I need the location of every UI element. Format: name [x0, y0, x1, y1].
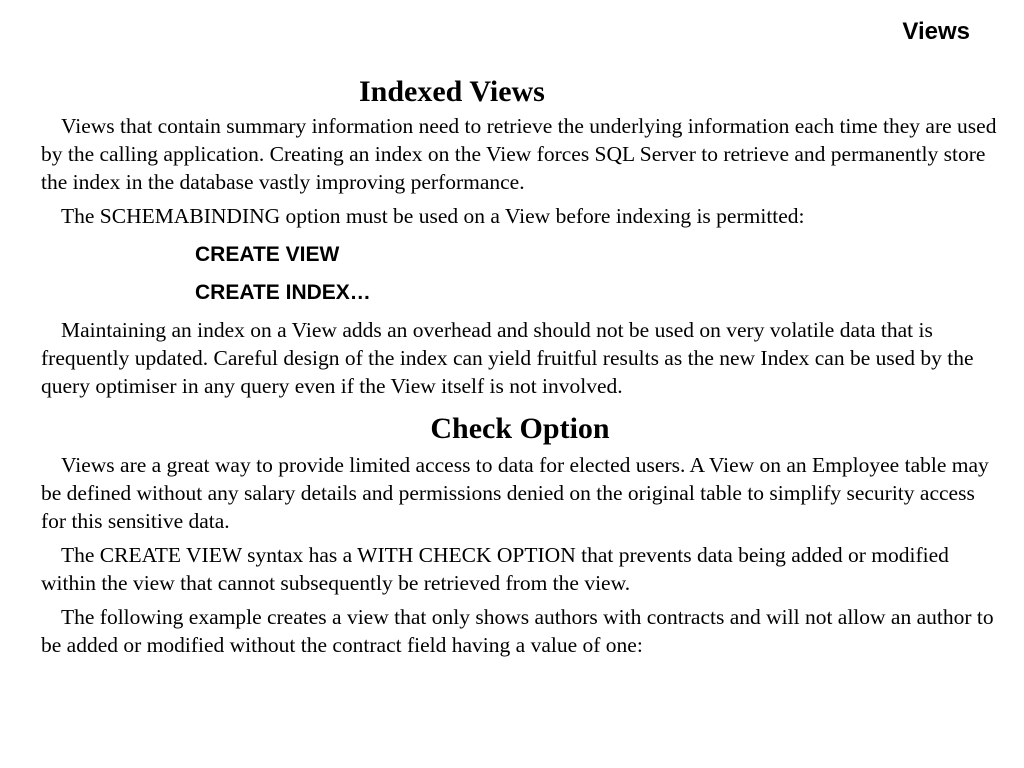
heading-check-option: Check Option [430, 412, 610, 445]
paragraph-limited-access: Views are a great way to provide limited access to data for elected users. A View on an Employee table may be defined without any salary details and permissions denied on the original table to simplify security access for this sensitive data. [41, 453, 989, 533]
code-line-create-index: CREATE INDEX… [195, 281, 371, 304]
slide-title: Views [902, 18, 970, 45]
paragraph-example-intro: The following example creates a view that only shows authors with contracts and will not allow an author to be added or modified without the contract field having a value of one: [41, 605, 994, 657]
paragraph-indexed-summary: Views that contain summary information need to retrieve the underlying information each time they are used by the calling application. Creating an index on the View forces SQL Server to retrieve and permanently store the index in the database vastly improving performance. [41, 114, 997, 194]
code-block [41, 236, 999, 312]
paragraph-index-overhead: Maintaining an index on a View adds an overhead and should not be used on very volatile data that is frequently updated. Careful design of the index can yield fruitful results as the new Index can be used by the query optimiser in any query even if the View itself is not involved. [41, 318, 974, 398]
paragraph-with-check-option: The CREATE VIEW syntax has a WITH CHECK OPTION that prevents data being added or modified within the view that cannot subsequently be retrieved from the view. [41, 543, 949, 595]
heading-indexed-views: Indexed Views [359, 75, 545, 108]
code-line-create-view: CREATE VIEW [195, 243, 340, 266]
paragraph-schemabinding: The SCHEMABINDING option must be used on a View before indexing is permitted: [61, 204, 805, 228]
slide-content [41, 72, 999, 665]
